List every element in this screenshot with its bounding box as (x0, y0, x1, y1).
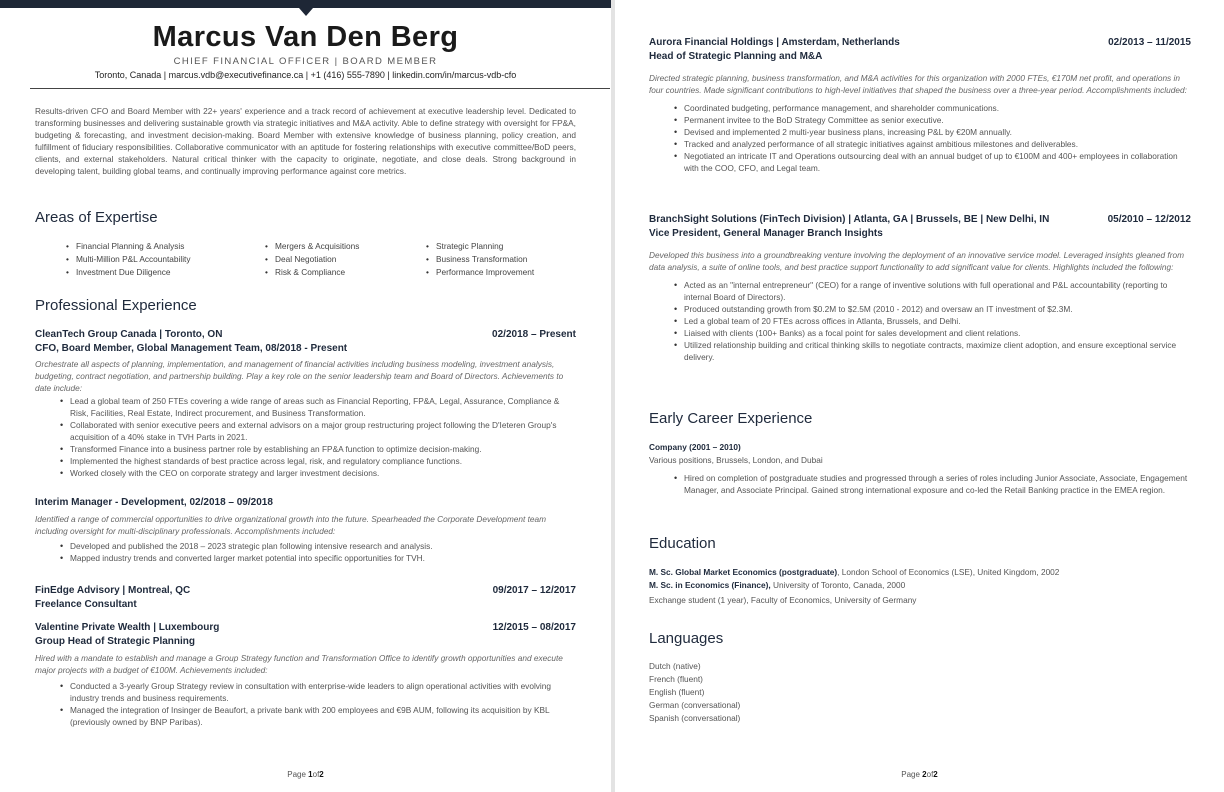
education-degree: M. Sc. Global Market Economics (postgraduate) (649, 567, 838, 577)
footer-of-label: of (926, 770, 934, 779)
expertise-item: • Deal Negotiation (234, 253, 395, 266)
job-dates: 02/2018 – Present (492, 329, 576, 340)
early-career-entry (649, 441, 1191, 496)
job-dates: 09/2017 – 12/2017 (492, 585, 576, 596)
education-item (649, 566, 1191, 579)
job-bullets (649, 102, 1191, 174)
page-footer (615, 770, 1224, 779)
job-company: FinEdge Advisory | Montreal, QC (35, 585, 191, 596)
header-divider (30, 88, 610, 89)
job-company: CleanTech Group Canada | Toronto, ON (35, 329, 223, 340)
contact-line: Toronto, Canada | marcus.vdb@executivefinance.ca | +1 (416) 555-7890 | linkedin.com/in/marcus-vdb-cfo (94, 70, 517, 80)
job-valentine (35, 621, 576, 728)
education-exchange: Exchange student (1 year), Faculty of Economics, University of Germany (649, 595, 917, 605)
footer-page-number: 1 (308, 770, 313, 779)
job-bullet: • Transformed Finance into a business partner role by establishing an FP&A function to optimize decision-making. (35, 443, 576, 455)
section-heading-early-career: Early Career Experience (649, 410, 813, 427)
footer-page-label: Page (287, 770, 306, 779)
job-role: CFO, Board Member, Global Management Team, 08/2018 - Present (35, 343, 348, 354)
section-heading-education: Education (649, 535, 716, 552)
job-finedge (35, 584, 576, 612)
footer-page-label: Page (901, 770, 920, 779)
footer-page-number: 2 (922, 770, 927, 779)
expertise-item: • Business Transformation (395, 253, 576, 266)
job-bullet: • Acted as an "internal entrepreneur" (CEO) for a range of inventive solutions with full operational and P&L accountability (reporting to internal Board of Directors). (649, 279, 1191, 303)
job-role: Group Head of Strategic Planning (35, 636, 196, 647)
job-bullet: • Conducted a 3-yearly Group Strategy review in consultation with enterprise-wide leaders to align operational activities with evolving industry trends and business requirements. (35, 680, 576, 704)
section-heading-experience: Professional Experience (35, 297, 197, 314)
language-item: Dutch (native) (649, 661, 701, 671)
expertise-grid (35, 240, 576, 279)
job-description: Identified a range of commercial opportunities to drive organizational growth into the future. Spearheaded the Corporate Development team including oversight for multi-disciplinary professionals. Accomplishments included: (35, 514, 547, 536)
job-header (35, 621, 576, 635)
resume-page-2 (615, 0, 1224, 792)
footer-page-total: 2 (933, 770, 938, 779)
job-bullet: • Liaised with clients (100+ Banks) as a focal point for sales development and client relations. (649, 327, 1191, 339)
job-bullet: • Collaborated with senior executive peers and external advisors on a major group restructuring project following the D'Ieteren Group's acquisition of a 40% stake in TVH Parts in 2021. (35, 419, 576, 443)
header-bar (0, 0, 611, 8)
job-branchsight (649, 213, 1191, 363)
job-header (35, 584, 576, 598)
job-company: BranchSight Solutions (FinTech Division) | Atlanta, GA | Brussels, BE | New Delhi, IN (649, 214, 1050, 225)
job-bullet: • Developed and published the 2018 – 2023 strategic plan following intensive research and analysis. (35, 540, 576, 552)
job-aurora (649, 36, 1191, 174)
job-description: Developed this business into a groundbreaking venture involving the deployment of an innovative service model. Leveraged insights gleaned from data analysis, a suite of online tools, and best practice support functionality to add significant value for clients. Highlights included the following: (649, 250, 1185, 272)
job-bullet: • Produced outstanding growth from $0.2M to $2.5M (2010 - 2012) and oversaw an IT investment of $2.3M. (649, 303, 1191, 315)
job-bullet: • Utilized relationship building and critical thinking skills to negotiate contracts, maximize client adoption, and ensure exceptional service delivery. (649, 339, 1191, 363)
job-bullet: • Permanent invitee to the BoD Strategy Committee as senior executive. (649, 114, 1191, 126)
language-item: French (fluent) (649, 674, 703, 684)
job-description: Directed strategic planning, business transformation, and M&A activities for this organization with 2000 FTEs, €170M net profit, and operations in four countries. Made significant contributions to high-level initiatives that shaped the business over a three-year period. Accomplishments included: (649, 73, 1187, 95)
job-company: Valentine Private Wealth | Luxembourg (35, 622, 220, 633)
job-header (649, 213, 1191, 227)
job-dates: 05/2010 – 12/2012 (1107, 214, 1191, 225)
job-interim (35, 496, 576, 564)
job-bullets (35, 540, 576, 564)
job-header (649, 36, 1191, 50)
early-career-bullets (649, 472, 1191, 496)
job-description: Orchestrate all aspects of planning, implementation, and management of financial activities including business modeling, investment analysis, budgeting, contract negotiation, and partnership building. Play a key role on the senior leadership team and Board of Directors. Achievements to date include: (35, 359, 564, 393)
expertise-item: • Performance Improvement (395, 266, 576, 279)
job-dates: 12/2015 – 08/2017 (492, 622, 576, 633)
expertise-item: • Financial Planning & Analysis (35, 240, 234, 253)
job-bullet: • Coordinated budgeting, performance management, and shareholder communications. (649, 102, 1191, 114)
expertise-item: • Strategic Planning (395, 240, 576, 253)
profile-summary: Results-driven CFO and Board Member with 22+ years' experience and a track record of achievement at executive leadership level. Dedicated to transforming businesses and delivering sustainable growth via strategic initiatives and M&A activity. Able to define strategy with oversight for FP&A, budgeting & forecasting, and investment decision-making. Board Member with extensive knowledge of business planning, policy creation, and fulfillment of fiduciary responsibilities. Collaborative communicator with an aptitude for fostering relationships with executive committee/BoD peers, clients, and external stakeholders. Natural critical thinker with the capacity to originate, negotiate, and close deals. Strong background in developing talent, building global teams, and continually improving performance against core metrics. (35, 106, 576, 177)
footer-of-label: of (312, 770, 320, 779)
job-role: Freelance Consultant (35, 599, 137, 610)
job-company: Aurora Financial Holdings | Amsterdam, Netherlands (649, 37, 900, 48)
section-heading-expertise: Areas of Expertise (35, 209, 158, 226)
job-bullet: • Negotiated an intricate IT and Operations outsourcing deal with an annual budget of up to €100M and 400+ employees in collaboration with the COO, CFO, and Legal team. (649, 150, 1191, 174)
job-bullet: • Led a global team of 20 FTEs across offices in Atlanta, Brussels, and Delhi. (649, 315, 1191, 327)
education-list (649, 566, 1191, 607)
language-item: English (fluent) (649, 687, 705, 697)
early-career-bullet: • Hired on completion of postgraduate studies and progressed through a series of roles including Junior Associate, Associate, Engagement Manager, and Associate Principal. Gained strong international exposure and co-led the Retail Banking practice in the EMEA region. (649, 472, 1191, 496)
job-bullet: • Devised and implemented 2 multi-year business plans, increasing P&L by €20M annually. (649, 126, 1191, 138)
early-career-company: Company (2001 – 2010) (649, 442, 741, 452)
job-bullet: • Mapped industry trends and converted larger market potential into specific opportunities for TVH. (35, 552, 576, 564)
job-header (35, 328, 576, 342)
candidate-title: CHIEF FINANCIAL OFFICER | BOARD MEMBER (173, 56, 438, 67)
footer-page-total: 2 (319, 770, 324, 779)
expertise-column (234, 240, 395, 279)
candidate-name: Marcus Van Den Berg (152, 21, 459, 53)
job-role: Head of Strategic Planning and M&A (649, 51, 823, 62)
job-description: Hired with a mandate to establish and manage a Group Strategy function and Transformation Office to identify growth opportunities and execute major projects with a budget of €100M. Achievements included: (35, 653, 563, 675)
expertise-column (35, 240, 234, 279)
languages-list (649, 660, 1191, 725)
job-bullets (649, 279, 1191, 363)
job-bullet: • Tracked and analyzed performance of all strategic initiatives against ambitious milestones and deliverables. (649, 138, 1191, 150)
expertise-item: • Risk & Compliance (234, 266, 395, 279)
education-detail: University of Toronto, Canada, 2000 (770, 580, 906, 590)
expertise-item: • Investment Due Diligence (35, 266, 234, 279)
early-career-positions: Various positions, Brussels, London, and Dubai (649, 455, 823, 465)
section-heading-languages: Languages (649, 630, 724, 647)
job-bullet: • Managed the integration of Insinger de Beaufort, a private bank with 200 employees and €9B AUM, following its acquisition by KBL (previously owned by BNP Paribas). (35, 704, 576, 728)
language-item: German (conversational) (649, 700, 741, 710)
expertise-item: • Multi-Million P&L Accountability (35, 253, 234, 266)
job-role: Interim Manager - Development, 02/2018 – 09/2018 (35, 497, 273, 508)
language-item: Spanish (conversational) (649, 713, 741, 723)
job-bullets (35, 395, 576, 479)
job-bullets (35, 680, 576, 728)
resume-page-1 (0, 0, 611, 792)
job-bullet: • Worked closely with the CEO on corporate strategy and larger investment decisions. (35, 467, 576, 479)
education-detail: , London School of Economics (LSE), United Kingdom, 2002 (837, 567, 1060, 577)
page-footer (0, 770, 611, 779)
job-bullet: • Implemented the highest standards of best practice across legal, risk, and regulatory compliance functions. (35, 455, 576, 467)
expertise-column (395, 240, 576, 279)
job-role: Vice President, General Manager Branch Insights (649, 228, 883, 239)
education-degree: M. Sc. in Economics (Finance), (649, 580, 771, 590)
expertise-item: • Mergers & Acquisitions (234, 240, 395, 253)
header-notch (299, 8, 313, 16)
job-cleantech (35, 328, 576, 479)
job-bullet: • Lead a global team of 250 FTEs covering a wide range of areas such as Financial Reporting, FP&A, Legal, Assurance, Compliance & Risk, Facilities, Real Estate, Indirect procurement, and Business Transformation. (35, 395, 576, 419)
job-dates: 02/2013 – 11/2015 (1108, 37, 1191, 48)
education-item (649, 579, 1191, 592)
